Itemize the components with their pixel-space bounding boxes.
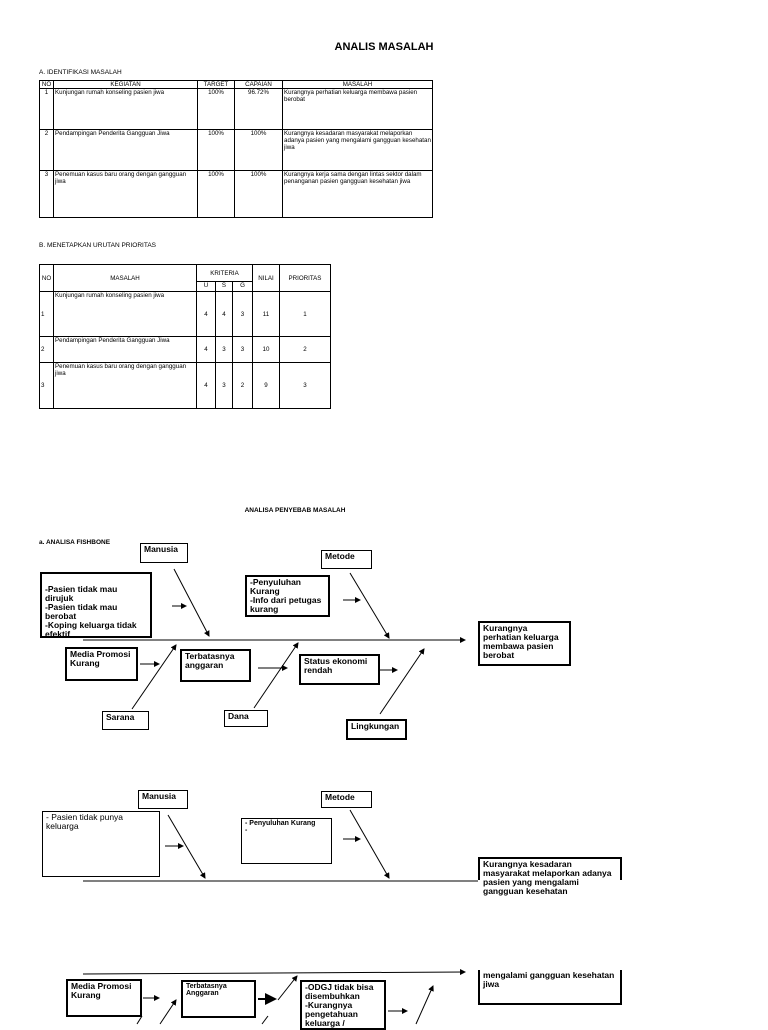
cell-capaian: 96.72% (235, 89, 283, 130)
metode-label: Metode (321, 550, 372, 569)
cell-no: 3 (40, 171, 54, 218)
cell-masalah: Kunjungan rumah konseling pasien jiwa (54, 292, 197, 337)
col-g: G (233, 282, 253, 292)
cell-masalah: Kurangnya kesadaran masyarakat melaporkan adanya pasien yang mengalami gangguan kesehatan jiwa (283, 130, 433, 171)
odgj-box: -ODGJ tidak bisa disembuhkan -Kurangnya pengetahuan keluarga / (300, 980, 386, 1030)
col-masalah: MASALAH (283, 81, 433, 89)
cell-s: 3 (216, 363, 233, 409)
cell-nilai: 11 (253, 292, 280, 337)
metode-label-2: Metode (321, 791, 372, 808)
cell-s: 3 (216, 337, 233, 363)
cell-no: 2 (40, 337, 54, 363)
col-nilai: NILAI (253, 265, 280, 292)
col-masalah: MASALAH (54, 265, 197, 292)
page-title: ANALIS MASALAH (334, 41, 434, 53)
manusia-label: Manusia (140, 543, 188, 563)
cell-prioritas: 2 (280, 337, 331, 363)
cell-s: 4 (216, 292, 233, 337)
col-s: S (216, 282, 233, 292)
anggaran-box: Terbatasnya anggaran (180, 649, 251, 682)
cell-masalah: Penemuan kasus baru orang dengan gangguan jiwa (54, 363, 197, 409)
ekonomi-box: Status ekonomi rendah (299, 654, 380, 685)
cell-g: 3 (233, 337, 253, 363)
section-a-heading: A. IDENTIFIKASI MASALAH (39, 69, 122, 76)
cell-target: 100% (198, 130, 235, 171)
col-target: TARGET (198, 81, 235, 89)
cell-target: 100% (198, 89, 235, 130)
sarana-label: Sarana (102, 711, 149, 730)
effect-box: Kurangnya perhatian keluarga membawa pasien berobat (478, 621, 571, 666)
cell-capaian: 100% (235, 171, 283, 218)
metode-causes-box-2: - Penyuluhan Kurang - (241, 818, 332, 864)
cell-no: 2 (40, 130, 54, 171)
media-promosi-box-2: Media Promosi Kurang (66, 979, 142, 1017)
effect-box-2: Kurangnya kesadaran masyarakat melaporkan adanya pasien yang mengalami gangguan kesehatan (478, 857, 622, 880)
col-capaian: CAPAIAN (235, 81, 283, 89)
dana-label: Dana (224, 710, 268, 727)
cell-u: 4 (197, 363, 216, 409)
col-u: U (197, 282, 216, 292)
section-b-heading: B. MENETAPKAN URUTAN PRIORITAS (39, 242, 157, 249)
col-prioritas: PRIORITAS (280, 265, 331, 292)
col-kegiatan: KEGIATAN (54, 81, 198, 89)
effect-box-2-cont: mengalami gangguan kesehatan jiwa (478, 970, 622, 1005)
media-promosi-box: Media Promosi Kurang (65, 647, 138, 681)
cell-g: 2 (233, 363, 253, 409)
fishbone-heading: a. ANALISA FISHBONE (39, 539, 111, 546)
analysis-heading: ANALISA PENYEBAB MASALAH (244, 507, 346, 514)
cell-no: 3 (40, 363, 54, 409)
lingkungan-label: Lingkungan (346, 719, 407, 740)
cell-nilai: 9 (253, 363, 280, 409)
cell-kegiatan: Penemuan kasus baru orang dengan gangguan jiwa (54, 171, 198, 218)
metode-causes-box: -Penyuluhan Kurang -Info dari petugas kurang (245, 575, 330, 617)
cell-no: 1 (40, 292, 54, 337)
cell-nilai: 10 (253, 337, 280, 363)
cell-u: 4 (197, 337, 216, 363)
cell-masalah: Kurangnya kerja sama dengan lintas sektor dalam penanganan pasien gangguan kesehatan jiwa (283, 171, 433, 218)
col-no: NO (40, 265, 54, 292)
cell-capaian: 100% (235, 130, 283, 171)
cell-no: 1 (40, 89, 54, 130)
manusia-causes-box-2: - Pasien tidak punya keluarga (42, 811, 160, 877)
cell-kegiatan: Kunjungan rumah konseling pasien jiwa (54, 89, 198, 130)
col-kriteria: KRITERIA (197, 265, 253, 282)
cell-masalah: Pendampingan Penderita Gangguan Jiwa (54, 337, 197, 363)
cell-target: 100% (198, 171, 235, 218)
cell-masalah: Kurangnya perhatian keluarga membawa pasien berobat (283, 89, 433, 130)
col-no: NO (40, 81, 54, 89)
anggaran-box-2: Terbatasnya Anggaran (181, 980, 256, 1018)
manusia-label-2: Manusia (138, 790, 188, 809)
cell-prioritas: 3 (280, 363, 331, 409)
cell-kegiatan: Pendampingan Penderita Gangguan Jiwa (54, 130, 198, 171)
manusia-causes-box: -Pasien tidak mau dirujuk -Pasien tidak mau berobat -Koping keluarga tidak efektif (40, 572, 152, 638)
cell-g: 3 (233, 292, 253, 337)
cell-u: 4 (197, 292, 216, 337)
cell-prioritas: 1 (280, 292, 331, 337)
